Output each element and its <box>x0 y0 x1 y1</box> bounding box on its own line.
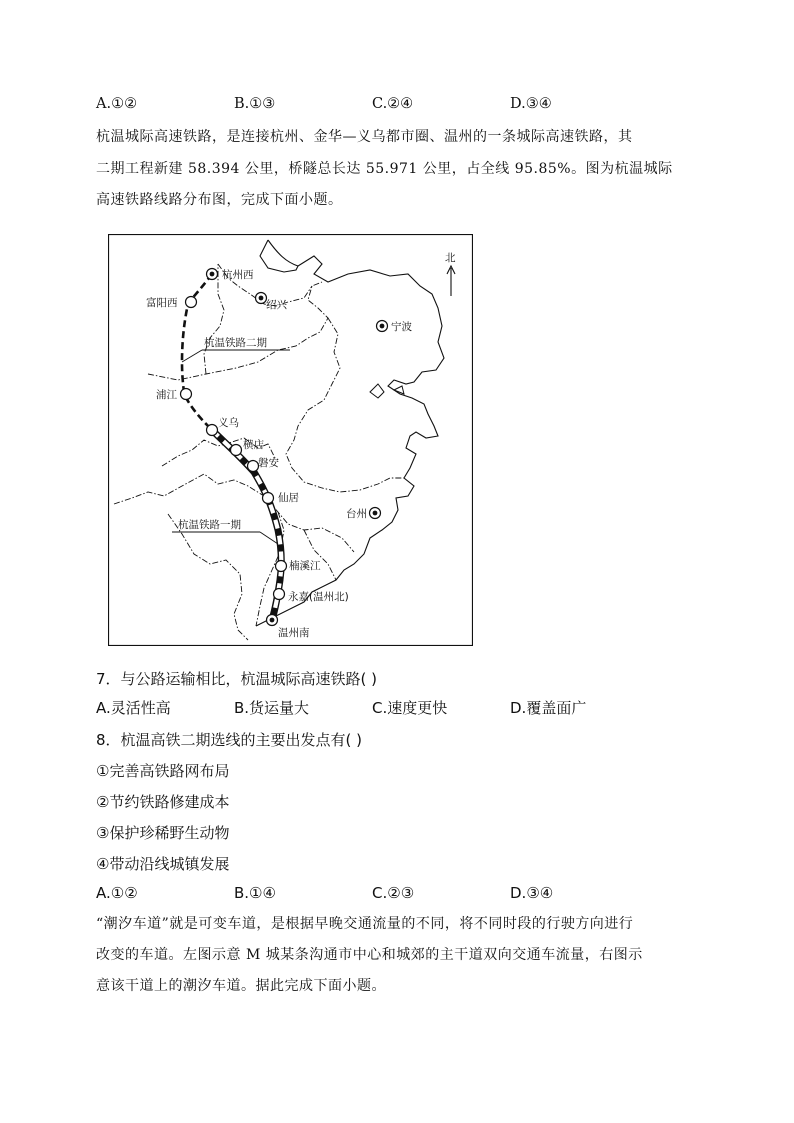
label-ningbo: 宁波 <box>391 321 412 333</box>
q6-option-a[interactable]: A.①② <box>96 96 138 112</box>
station-pujiang <box>181 389 192 400</box>
q6-option-c[interactable]: C.②④ <box>372 96 414 112</box>
q8-option-b[interactable]: B.①④ <box>234 884 276 902</box>
q8-item-3: ③保护珍稀野生动物 <box>96 824 230 842</box>
station-yiwu <box>207 425 218 436</box>
intro-line-1: 杭温城际高速铁路，是连接杭州、金华—义乌都市圈、温州的一条城际高速铁路，其 <box>96 129 633 145</box>
label-pan-an: 磐安 <box>258 457 279 469</box>
label-xianju: 仙居 <box>278 492 299 504</box>
outro-line-3: 意该干道上的潮汐车道。据此完成下面小题。 <box>96 978 386 994</box>
label-nanxijiang: 楠溪江 <box>289 560 321 572</box>
label-hengdian: 横店 <box>243 439 264 451</box>
q7-stem: 7．与公路运输相比，杭温城际高速铁路( ) <box>96 670 378 688</box>
label-yongjia: 永嘉(温州北) <box>288 591 349 603</box>
q8-option-c[interactable]: C.②③ <box>372 884 415 902</box>
q6-options <box>96 96 716 116</box>
label-fuyangxi: 富阳西 <box>146 297 178 309</box>
label-wenzhounan: 温州南 <box>278 627 310 639</box>
station-hangzhouxi <box>207 269 218 280</box>
label-pujiang: 浦江 <box>156 389 177 401</box>
q7-option-c[interactable]: C.速度更快 <box>372 699 448 717</box>
q7-option-b[interactable]: B.货运量大 <box>234 699 310 717</box>
q8-option-d[interactable]: D.③④ <box>510 884 554 902</box>
outro-line-1: “潮汐车道”就是可变车道，是根据早晚交通流量的不同，将不同时段的行驶方向进行 <box>96 916 634 932</box>
q8-options <box>96 884 716 904</box>
q7-option-a[interactable]: A.灵活性高 <box>96 699 171 717</box>
label-yiwu: 义乌 <box>218 417 239 429</box>
north-label: 北 <box>445 252 456 264</box>
q8-item-4: ④带动沿线城镇发展 <box>96 855 230 873</box>
q6-option-b[interactable]: B.①③ <box>234 96 276 112</box>
legend-phase2: 杭温铁路二期 <box>204 337 267 349</box>
label-taizhou: 台州 <box>346 508 367 520</box>
q8-item-1: ①完善高铁路网布局 <box>96 762 230 780</box>
station-pan-an <box>248 461 259 472</box>
intro-line-2: 二期工程新建 58.394 公里，桥隧总长达 55.971 公里，占全线 95.85%。图为杭温城际 <box>96 161 673 177</box>
station-yongjia <box>274 589 285 600</box>
q7-options <box>96 697 716 717</box>
city-shaoxing <box>256 293 267 304</box>
q6-option-d[interactable]: D.③④ <box>510 96 552 112</box>
q8-stem: 8．杭温高铁二期选线的主要出发点有( ) <box>96 731 363 749</box>
railway-map <box>108 234 473 646</box>
city-taizhou <box>370 508 381 519</box>
label-hangzhouxi: 杭州西 <box>222 269 254 281</box>
label-shaoxing: 绍兴 <box>266 299 287 311</box>
legend-phase1: 杭温铁路一期 <box>178 519 241 531</box>
q8-option-a[interactable]: A.①② <box>96 884 138 902</box>
q8-item-2: ②节约铁路修建成本 <box>96 793 230 811</box>
intro-line-3: 高速铁路线路分布图，完成下面小题。 <box>96 192 343 208</box>
station-nanxijiang <box>276 561 287 572</box>
city-ningbo <box>377 321 388 332</box>
station-fuyangxi <box>186 297 197 308</box>
station-wenzhounan <box>267 615 278 626</box>
station-hengdian <box>231 445 242 456</box>
station-xianju <box>263 493 274 504</box>
q7-option-d[interactable]: D.覆盖面广 <box>510 699 587 717</box>
outro-line-2: 改变的车道。左图示意 M 城某条沟通市中心和城郊的主干道双向交通车流量，右图示 <box>96 947 643 963</box>
